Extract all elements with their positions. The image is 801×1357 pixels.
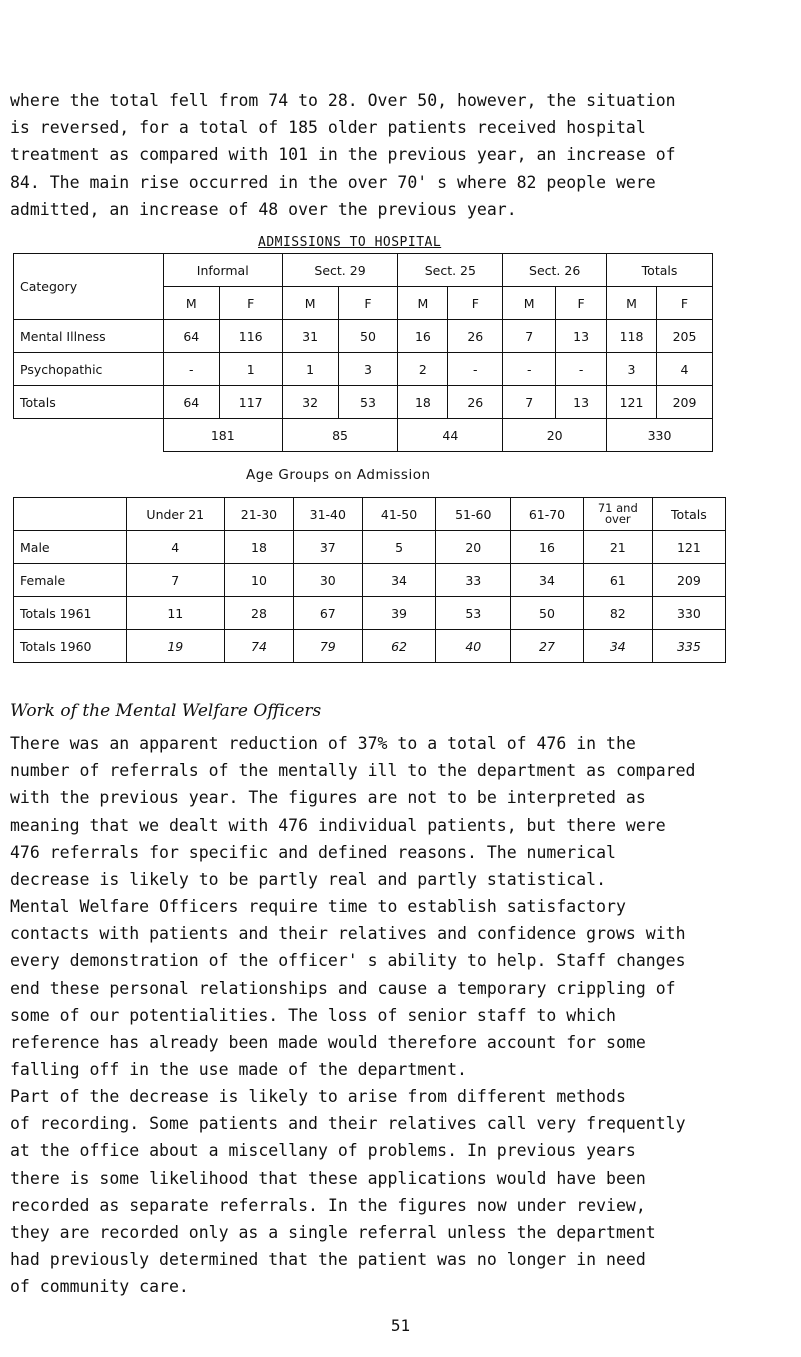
table-cell: 34 [583, 630, 652, 663]
age-groups-table [13, 497, 726, 663]
header-31-40: 31-40 [293, 498, 362, 531]
table-cell: 53 [338, 386, 398, 419]
admissions-table [13, 253, 713, 452]
table-cell: 64 [163, 320, 219, 353]
table-cell: - [503, 353, 556, 386]
table-cell: 26 [448, 386, 503, 419]
page-number: 51 [390, 1316, 411, 1335]
table-cell: 7 [126, 564, 225, 597]
table-cell: 19 [126, 630, 225, 663]
header-blank [14, 498, 127, 531]
table-cell: 209 [652, 564, 725, 597]
table-row-group-totals [14, 419, 713, 452]
row-label: Totals 1961 [14, 597, 127, 630]
table-row [14, 531, 726, 564]
row-label: Totals 1960 [14, 630, 127, 663]
table-row [14, 630, 726, 663]
header-61-70: 61-70 [511, 498, 584, 531]
group-total: 330 [607, 419, 713, 452]
group-total: 181 [163, 419, 282, 452]
sub-header: F [556, 287, 607, 320]
table-cell: 5 [362, 531, 436, 564]
section-heading: Work of the Mental Welfare Officers [10, 701, 322, 721]
header-21-30: 21-30 [225, 498, 294, 531]
table-cell: 61 [583, 564, 652, 597]
sub-header: F [219, 287, 282, 320]
header-informal: Informal [163, 254, 282, 287]
paragraph-welfare-officers: Mental Welfare Officers require time to establish satisfactory contacts with patients and their relatives and confidence grows with every demonstration of the officer' s ability to help. Staff changes end these personal relationships and cause a temporary crippling of some of our potentialities. The loss of senior staff to which reference has already been made would therefore account for some falling off in the use made of the department. [10, 897, 686, 1080]
age-table-title: Age Groups on Admission [246, 467, 431, 483]
table-cell: 21 [583, 531, 652, 564]
table-cell: 1 [219, 353, 282, 386]
table-cell: 50 [511, 597, 584, 630]
table-cell: 3 [607, 353, 657, 386]
table-cell: 34 [362, 564, 436, 597]
table-cell: 13 [556, 320, 607, 353]
header-totals: Totals [652, 498, 725, 531]
sub-header: M [607, 287, 657, 320]
table-row [14, 320, 713, 353]
table-cell: 50 [338, 320, 398, 353]
table-cell: 121 [607, 386, 657, 419]
table-cell: 67 [293, 597, 362, 630]
row-label: Female [14, 564, 127, 597]
table-cell: 82 [583, 597, 652, 630]
header-under-21: Under 21 [126, 498, 225, 531]
table-cell: 116 [219, 320, 282, 353]
row-label: Psychopathic [14, 353, 164, 386]
table-cell: 209 [656, 386, 712, 419]
table-cell: 79 [293, 630, 362, 663]
table-cell: 28 [225, 597, 294, 630]
table-cell: 26 [448, 320, 503, 353]
table-cell: 34 [511, 564, 584, 597]
sub-header: F [338, 287, 398, 320]
table-row [14, 353, 713, 386]
table-cell: 53 [436, 597, 511, 630]
row-label: Totals [14, 386, 164, 419]
header-sect-25: Sect. 25 [398, 254, 503, 287]
intro-paragraph: where the total fell from 74 to 28. Over 50, however, the situation is reversed, for a total of 185 older patients received hospital treatment as compared with 101 in the previous year, an increase of 84. The main rise occurred in the over 70' s where 82 people were admitted, an increase of 48 over the previous year. [10, 91, 676, 219]
table-cell: 18 [225, 531, 294, 564]
sub-header: F [656, 287, 712, 320]
table-cell: 7 [503, 320, 556, 353]
table-cell: 11 [126, 597, 225, 630]
table-cell: 4 [656, 353, 712, 386]
table-cell: 13 [556, 386, 607, 419]
sub-header: M [503, 287, 556, 320]
group-total: 20 [503, 419, 607, 452]
table-cell: 30 [293, 564, 362, 597]
table-cell: 39 [362, 597, 436, 630]
header-totals: Totals [607, 254, 713, 287]
sub-header: M [163, 287, 219, 320]
header-71-and-over: 71 and over [583, 498, 652, 531]
header-51-60: 51-60 [436, 498, 511, 531]
row-label: Mental Illness [14, 320, 164, 353]
table-cell: 62 [362, 630, 436, 663]
table-row [14, 597, 726, 630]
group-total: 85 [282, 419, 398, 452]
paragraph-recording: Part of the decrease is likely to arise from different methods of recording. Some patients and their relatives call very frequently at the office about a miscellany of problems. In previous years there is some likelihood that these applications would have been recorded as separate referrals. In the figures now under review, they are recorded only as a single referral unless the department had previously determined that the patient was no longer in need of community care. [10, 1087, 686, 1297]
table-cell: 10 [225, 564, 294, 597]
table-cell: 27 [511, 630, 584, 663]
sub-header: M [282, 287, 338, 320]
table-cell: 32 [282, 386, 338, 419]
table-cell: 118 [607, 320, 657, 353]
sub-header: M [398, 287, 448, 320]
table-cell: 16 [511, 531, 584, 564]
table-cell: 335 [652, 630, 725, 663]
sub-header: F [448, 287, 503, 320]
header-category: Category [14, 254, 164, 320]
table-cell: 1 [282, 353, 338, 386]
table-cell: 37 [293, 531, 362, 564]
table-cell: 7 [503, 386, 556, 419]
header-41-50: 41-50 [362, 498, 436, 531]
empty-cell [14, 419, 164, 452]
row-label: Male [14, 531, 127, 564]
table-cell: 20 [436, 531, 511, 564]
table-cell: 31 [282, 320, 338, 353]
table-cell: 2 [398, 353, 448, 386]
table-cell: 121 [652, 531, 725, 564]
table-cell: 74 [225, 630, 294, 663]
table-cell: - [163, 353, 219, 386]
table-cell: 3 [338, 353, 398, 386]
admissions-table-title: ADMISSIONS TO HOSPITAL [258, 235, 442, 250]
table-cell: 330 [652, 597, 725, 630]
table-row [14, 386, 713, 419]
paragraph-referrals: There was an apparent reduction of 37% to a total of 476 in the number of referrals of the mentally ill to the department as compared with the previous year. The figures are not to be interpreted as meaning that we dealt with 476 individual patients, but there were 476 referrals for specific and defined reasons. The numerical decrease is likely to be partly real and partly statistical. [10, 734, 696, 890]
table-row [14, 564, 726, 597]
table-cell: 18 [398, 386, 448, 419]
header-sect-26: Sect. 26 [503, 254, 607, 287]
table-cell: 16 [398, 320, 448, 353]
group-total: 44 [398, 419, 503, 452]
header-sect-29: Sect. 29 [282, 254, 398, 287]
table-cell: 205 [656, 320, 712, 353]
table-cell: 33 [436, 564, 511, 597]
table-cell: 40 [436, 630, 511, 663]
table-cell: 4 [126, 531, 225, 564]
table-cell: 117 [219, 386, 282, 419]
table-cell: 64 [163, 386, 219, 419]
table-cell: - [556, 353, 607, 386]
table-cell: - [448, 353, 503, 386]
